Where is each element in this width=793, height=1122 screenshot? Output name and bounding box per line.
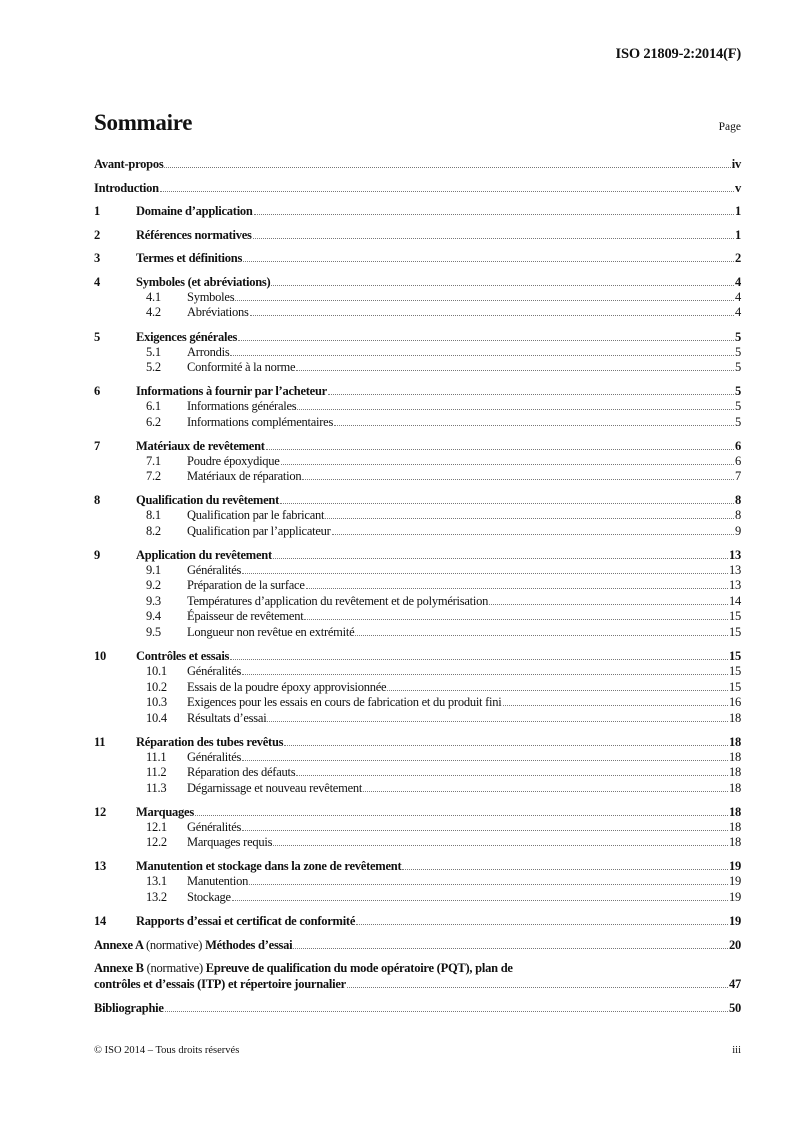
- dot-leader: [243, 261, 734, 262]
- toc-annex-entry[interactable]: [94, 960, 741, 992]
- toc-subentry[interactable]: [94, 290, 741, 306]
- dot-leader: [302, 479, 734, 480]
- page-ref: 47: [729, 977, 741, 992]
- section-title[interactable]: Symboles: [187, 289, 235, 304]
- section-title[interactable]: Rapports d’essai et certificat de conformité: [136, 913, 356, 928]
- section-title[interactable]: Généralités: [187, 749, 242, 764]
- section-title[interactable]: Longueur non revêtue en extrémité: [187, 624, 355, 639]
- section-number: 6: [94, 384, 100, 399]
- page-ref: 1: [735, 204, 741, 219]
- annex-title[interactable]: Méthodes d’essai: [205, 937, 293, 952]
- section-number: 8.2: [146, 523, 161, 538]
- dot-leader: [242, 674, 728, 675]
- section-number: 13.2: [146, 889, 167, 904]
- toc-subentry[interactable]: [94, 563, 741, 579]
- dot-leader: [254, 214, 734, 215]
- section-number: 8.1: [146, 508, 161, 523]
- section-number: 5.1: [146, 344, 161, 359]
- section-title[interactable]: Épaisseur de revêtement: [187, 609, 304, 624]
- section-title[interactable]: Avant-propos: [94, 157, 164, 171]
- section-title[interactable]: Poudre époxydique: [187, 453, 280, 468]
- section-title[interactable]: Généralités: [187, 562, 242, 577]
- section-number: 9.3: [146, 593, 161, 608]
- section-number: 10.1: [146, 664, 167, 679]
- toc-subentry[interactable]: [94, 345, 741, 361]
- section-number: 10: [94, 649, 106, 664]
- section-title[interactable]: Généralités: [187, 664, 242, 679]
- page-ref: 6: [735, 438, 741, 453]
- section-number: 11.3: [146, 780, 167, 795]
- toc-subentry[interactable]: [94, 415, 741, 431]
- page-ref: 4: [735, 274, 741, 289]
- page-ref: 15: [729, 609, 741, 624]
- section-title[interactable]: Symboles (et abréviations): [136, 274, 271, 289]
- dot-leader: [280, 503, 734, 504]
- page-ref: 14: [729, 593, 741, 608]
- page-ref: 15: [729, 624, 741, 639]
- toc-entry[interactable]: [94, 858, 741, 874]
- dot-leader: [297, 409, 734, 410]
- toc-subentry[interactable]: [94, 454, 741, 470]
- page-ref: 7: [735, 469, 741, 484]
- toc-subentry[interactable]: [94, 625, 741, 641]
- toc-entry[interactable]: [94, 250, 741, 266]
- dot-leader: [328, 394, 734, 395]
- toc-entry[interactable]: [94, 227, 741, 243]
- toc-subentry[interactable]: [94, 874, 741, 890]
- toc-subentry[interactable]: [94, 399, 741, 415]
- copyright-notice: © ISO 2014 – Tous droits réservés: [94, 1045, 240, 1056]
- section-number: 9.4: [146, 609, 161, 624]
- annex-label: [94, 960, 741, 976]
- dot-leader: [325, 518, 734, 519]
- toc-entry[interactable]: [94, 156, 741, 172]
- dot-leader: [334, 425, 734, 426]
- dot-leader: [249, 884, 728, 885]
- section-number: 13: [94, 859, 106, 874]
- dot-leader: [164, 167, 730, 168]
- dot-leader: [281, 464, 734, 465]
- annex-title-continued[interactable]: contrôles et d’essais (ITP) et répertoire journalier: [94, 977, 346, 992]
- toc-entry[interactable]: [94, 274, 741, 290]
- section-number: 6.1: [146, 399, 161, 414]
- dot-leader: [284, 745, 728, 746]
- annex-type: (normative): [145, 937, 206, 952]
- toc-subentry[interactable]: [94, 594, 741, 610]
- annex-name: Annexe A: [94, 937, 146, 952]
- section-title[interactable]: Stockage: [187, 889, 231, 904]
- page-ref: 1: [735, 227, 741, 242]
- section-number: 4.2: [146, 305, 161, 320]
- document-id-header: ISO 21809-2:2014(F): [615, 46, 741, 62]
- dot-leader: [232, 900, 728, 901]
- section-title[interactable]: Dégarnissage et nouveau revêtement: [187, 780, 363, 795]
- section-title[interactable]: Conformité à la norme: [187, 360, 296, 375]
- page-ref: 15: [729, 664, 741, 679]
- page-ref: 5: [735, 360, 741, 375]
- toc-entry[interactable]: [94, 492, 741, 508]
- dot-leader: [250, 315, 734, 316]
- dot-leader: [489, 604, 728, 605]
- toc-entry[interactable]: [94, 329, 741, 345]
- section-number: 8: [94, 493, 100, 508]
- section-title[interactable]: Essais de la poudre époxy approvisionnée: [187, 679, 387, 694]
- section-number: 5: [94, 329, 100, 344]
- toc-subentry[interactable]: [94, 508, 741, 524]
- page-ref: 6: [735, 453, 741, 468]
- page-ref: 19: [729, 859, 741, 874]
- page-ref: 18: [729, 710, 741, 725]
- toc-entry[interactable]: [94, 734, 741, 750]
- toc-subentry[interactable]: [94, 765, 741, 781]
- toc-entry[interactable]: [94, 203, 741, 219]
- dot-leader: [306, 588, 728, 589]
- dot-leader: [195, 815, 728, 816]
- page-ref: 8: [735, 508, 741, 523]
- section-title[interactable]: Matériaux de réparation: [187, 469, 302, 484]
- dot-leader: [356, 924, 728, 925]
- toc-subentry[interactable]: [94, 360, 741, 376]
- dot-leader: [235, 300, 734, 301]
- section-title[interactable]: Exigences générales: [136, 329, 238, 344]
- section-number: 14: [94, 913, 106, 928]
- dot-leader: [230, 355, 734, 356]
- dot-leader: [387, 690, 728, 691]
- page-ref: 19: [729, 889, 741, 904]
- section-number: 12: [94, 804, 106, 819]
- toc-subentry[interactable]: [94, 664, 741, 680]
- section-title[interactable]: Contrôles et essais: [136, 649, 230, 664]
- dot-leader: [242, 830, 728, 831]
- toc-entry[interactable]: [94, 547, 741, 563]
- annex-name: Annexe B: [94, 961, 147, 976]
- page-number: iii: [732, 1045, 741, 1056]
- section-title[interactable]: Résultats d’essai: [187, 710, 267, 725]
- section-title[interactable]: Manutention: [187, 874, 249, 889]
- section-title[interactable]: Qualification par l’applicateur: [187, 523, 331, 538]
- section-title[interactable]: Qualification par le fabricant: [187, 508, 325, 523]
- dot-leader: [332, 534, 734, 535]
- section-title[interactable]: Marquages: [136, 804, 194, 819]
- page-ref: 5: [735, 329, 741, 344]
- dot-leader: [296, 775, 728, 776]
- toc-subentry[interactable]: [94, 578, 741, 594]
- section-title[interactable]: Marquages requis: [187, 835, 273, 850]
- page-column-label: Page: [718, 121, 741, 133]
- toc-entry[interactable]: [94, 383, 741, 399]
- section-number: 10.3: [146, 695, 167, 710]
- toc-subentry[interactable]: [94, 524, 741, 540]
- page-ref: 13: [729, 547, 741, 562]
- toc-subentry[interactable]: [94, 609, 741, 625]
- dot-leader: [347, 987, 728, 988]
- toc-subentry[interactable]: [94, 781, 741, 797]
- page-ref: 5: [735, 344, 741, 359]
- annex-label: [94, 937, 292, 953]
- toc-entry-bibliography[interactable]: [94, 1000, 741, 1016]
- page-ref: 19: [729, 913, 741, 928]
- section-title[interactable]: Application du revêtement: [136, 547, 272, 562]
- page-ref: 5: [735, 399, 741, 414]
- section-number: 9.2: [146, 578, 161, 593]
- section-number: 7: [94, 438, 100, 453]
- page-ref: 4: [735, 289, 741, 304]
- dot-leader: [253, 238, 734, 239]
- page-ref: iv: [731, 157, 741, 171]
- section-number: 6.2: [146, 414, 161, 429]
- page-ref: 8: [735, 493, 741, 508]
- dot-leader: [160, 191, 734, 192]
- section-number: 2: [94, 227, 100, 242]
- toc-subentry[interactable]: [94, 820, 741, 836]
- page-ref: 18: [729, 835, 741, 850]
- page-ref: 19: [729, 874, 741, 889]
- annex-type: (normative): [146, 961, 206, 976]
- section-number: 9.5: [146, 624, 161, 639]
- page-ref: 18: [729, 734, 741, 749]
- section-number: 4.1: [146, 289, 161, 304]
- section-title[interactable]: Réparation des tubes revêtus: [136, 734, 284, 749]
- toc-subentry[interactable]: [94, 469, 741, 485]
- section-title[interactable]: Températures d’application du revêtement et de polymérisation: [187, 593, 489, 608]
- page-ref: 50: [729, 1000, 741, 1015]
- dot-leader: [242, 760, 728, 761]
- toc-subentry[interactable]: [94, 695, 741, 711]
- toc-entry[interactable]: [94, 648, 741, 664]
- dot-leader: [273, 558, 728, 559]
- section-title[interactable]: Arrondis: [187, 344, 230, 359]
- section-title[interactable]: Informations complémentaires: [187, 414, 334, 429]
- section-number: 7.1: [146, 453, 161, 468]
- dot-leader: [238, 340, 734, 341]
- section-title[interactable]: Domaine d’application: [136, 204, 253, 219]
- section-number: 11: [94, 734, 106, 749]
- section-title[interactable]: Bibliographie: [94, 1000, 164, 1015]
- page-ref: 18: [729, 749, 741, 764]
- section-number: 4: [94, 274, 100, 289]
- section-title[interactable]: Qualification du revêtement: [136, 493, 279, 508]
- toc-subentry[interactable]: [94, 711, 741, 727]
- section-title[interactable]: Matériaux de revêtement: [136, 438, 265, 453]
- page-ref: 9: [735, 523, 741, 538]
- page-ref: 4: [735, 305, 741, 320]
- dot-leader: [363, 791, 728, 792]
- section-number: 9.1: [146, 562, 161, 577]
- page-ref: 20: [729, 937, 741, 952]
- page-ref: 13: [729, 578, 741, 593]
- dot-leader: [402, 869, 728, 870]
- section-number: 3: [94, 251, 100, 266]
- dot-leader: [242, 573, 728, 574]
- page-ref: 5: [735, 414, 741, 429]
- toc-subentry[interactable]: [94, 305, 741, 321]
- toc-annex-entry[interactable]: [94, 937, 741, 953]
- table-of-contents: [94, 148, 741, 1016]
- section-number: 7.2: [146, 469, 161, 484]
- page-title: Sommaire: [94, 110, 193, 135]
- page-ref: 18: [729, 819, 741, 834]
- section-title[interactable]: Manutention et stockage dans la zone de revêtement: [136, 859, 402, 874]
- dot-leader: [503, 705, 728, 706]
- page-footer: [94, 1045, 741, 1056]
- section-number: 13.1: [146, 874, 167, 889]
- section-title[interactable]: Références normatives: [136, 227, 252, 242]
- dot-leader: [304, 619, 728, 620]
- section-number: 12.2: [146, 835, 167, 850]
- page-ref: 15: [729, 679, 741, 694]
- section-number: 9: [94, 547, 100, 562]
- page-ref: v: [735, 180, 741, 195]
- toc-entry[interactable]: [94, 804, 741, 820]
- section-title[interactable]: Exigences pour les essais en cours de fabrication et du produit fini: [187, 695, 502, 710]
- page-ref: 18: [729, 804, 741, 819]
- page-ref: 18: [729, 765, 741, 780]
- dot-leader: [266, 449, 734, 450]
- toc-subentry[interactable]: [94, 835, 741, 851]
- section-title[interactable]: Informations générales: [187, 399, 297, 414]
- annex-label-continued: [94, 976, 741, 992]
- dot-leader: [355, 635, 728, 636]
- dot-leader: [296, 370, 734, 371]
- page-ref: 5: [735, 384, 741, 399]
- dot-leader: [273, 845, 728, 846]
- section-number: 10.2: [146, 679, 167, 694]
- section-title[interactable]: Généralités: [187, 819, 242, 834]
- toc-entry[interactable]: [94, 913, 741, 929]
- dot-leader: [267, 721, 728, 722]
- section-title[interactable]: Préparation de la surface: [187, 578, 305, 593]
- page-ref: 18: [729, 780, 741, 795]
- toc-subentry[interactable]: [94, 890, 741, 906]
- page-ref: 2: [735, 251, 741, 266]
- dot-leader: [230, 659, 728, 660]
- toc-subentry[interactable]: [94, 680, 741, 696]
- dot-leader: [165, 1011, 728, 1012]
- section-number: 12.1: [146, 819, 167, 834]
- section-number: 1: [94, 204, 100, 219]
- section-number: 11.1: [146, 749, 167, 764]
- toc-entry[interactable]: [94, 180, 741, 196]
- section-title[interactable]: Termes et définitions: [136, 251, 243, 266]
- toc-entry[interactable]: [94, 438, 741, 454]
- page-ref: 16: [729, 695, 741, 710]
- annex-title[interactable]: Epreuve de qualification du mode opératoire (PQT), plan de: [205, 961, 513, 976]
- section-title[interactable]: Réparation des défauts: [187, 765, 296, 780]
- section-number: 11.2: [146, 765, 167, 780]
- dot-leader: [293, 948, 728, 949]
- section-number: 10.4: [146, 710, 167, 725]
- section-title[interactable]: Abréviations: [187, 305, 249, 320]
- dot-leader: [271, 285, 734, 286]
- toc-subentry[interactable]: [94, 750, 741, 766]
- section-title[interactable]: Informations à fournir par l’acheteur: [136, 384, 327, 399]
- page-ref: 15: [729, 649, 741, 664]
- section-title[interactable]: Introduction: [94, 180, 159, 195]
- page-ref: 13: [729, 562, 741, 577]
- section-number: 5.2: [146, 360, 161, 375]
